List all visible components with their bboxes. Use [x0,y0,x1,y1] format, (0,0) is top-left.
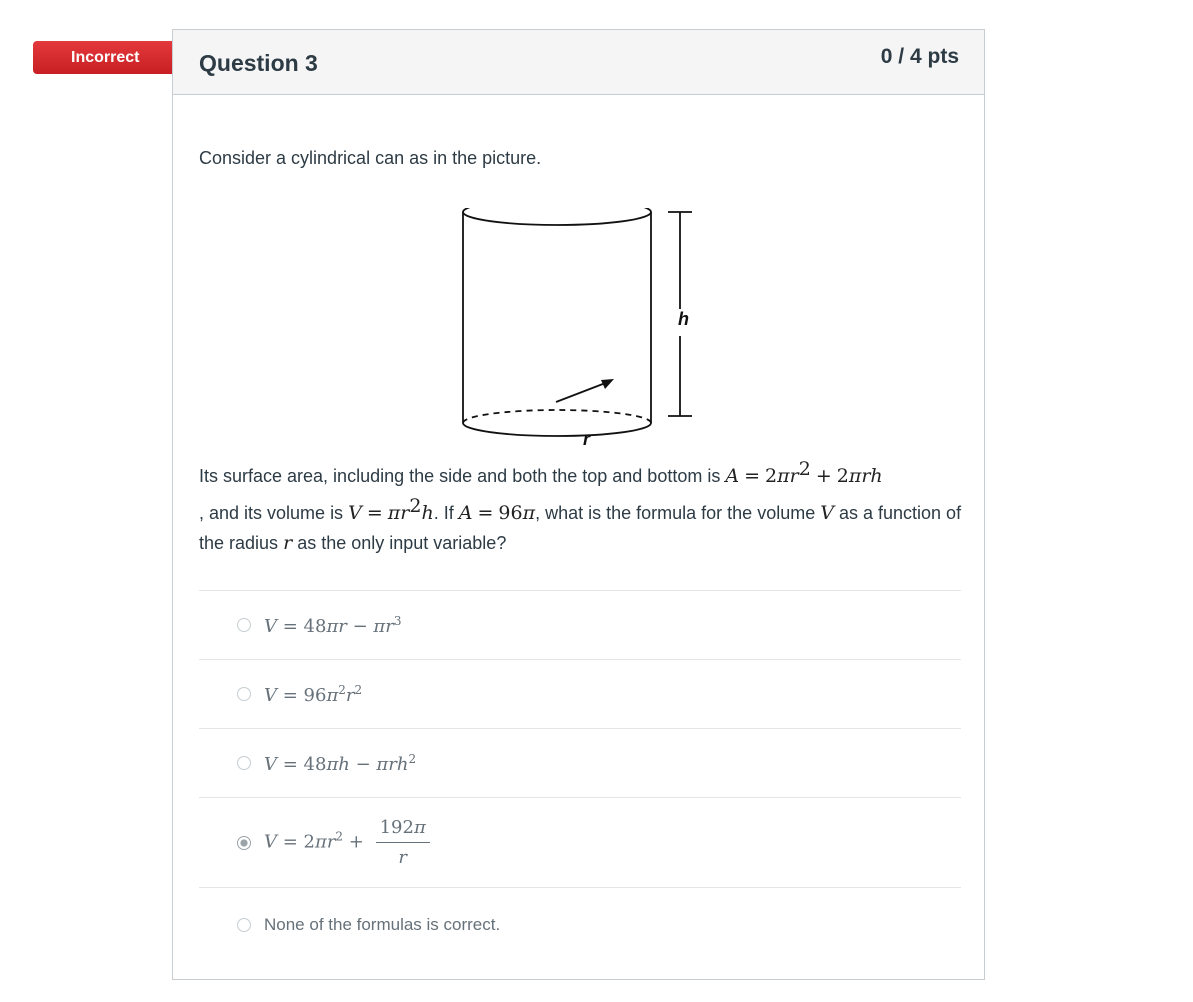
question-text: Its surface area, including the side and both the top and bottom is $A = 2\pi r^2 + 2\pi rh$ , and its volume is $V = \pi r^2h$. If A = 96π, what is the formula for the volume V as a function of the radius r as the only input variable? [199,458,962,554]
answer-list [199,590,961,962]
answer-radio[interactable] [237,618,251,632]
question-intro: Consider a cylindrical can as in the picture. [199,148,542,168]
answer-option[interactable] [199,887,961,962]
answer-radio[interactable] [237,918,251,932]
answer-option[interactable] [199,659,961,728]
cylinder-bottom-back [463,410,651,423]
answer-option[interactable] [199,590,961,659]
question-header [173,30,984,95]
cylinder-top [463,208,651,225]
question-title: Question 3 [199,50,318,76]
incorrect-badge [33,41,175,74]
answer-formula: $V = 96\pi^2r^2$ [264,682,363,706]
answer-formula: V = 48πh − πrh$^2$ [264,751,417,775]
radius-label: r [583,429,591,448]
cylinder-bottom-front [463,423,651,436]
answer-radio[interactable] [237,687,251,701]
answer-option[interactable] [199,728,961,797]
answer-option-selected[interactable] [199,797,961,887]
cylinder-figure [458,208,708,448]
height-label: h [678,309,689,329]
radius-arrow [556,382,608,402]
answer-formula: $V = 2\pi r^2$ + $\frac{192\pi}{r}$ [264,817,430,868]
answer-text: None of the formulas is correct. [264,915,501,934]
answer-radio-selected[interactable] [237,836,251,850]
answer-radio[interactable] [237,756,251,770]
question-card [172,29,985,980]
question-points: 0 / 4 pts [880,45,959,68]
answer-formula: $V = 48\pi r - \pi r^3$ [264,613,402,637]
incorrect-badge-label: Incorrect [71,48,140,66]
